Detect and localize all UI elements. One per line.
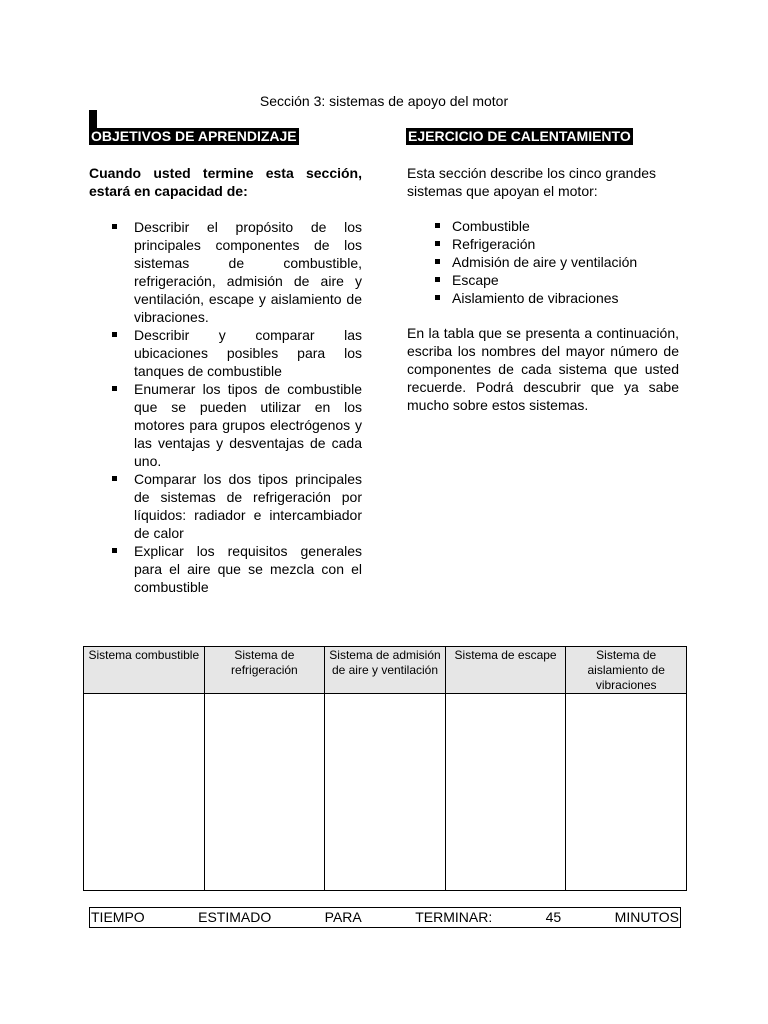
column-header-exhaust-system: Sistema de escape <box>445 647 566 694</box>
margin-marker-bar <box>89 110 97 130</box>
list-item: Aislamiento de vibraciones <box>407 289 679 307</box>
list-item: Describir y comparar las ubicaciones posibles para los tanques de combustible <box>89 326 362 380</box>
estimated-time-box <box>89 907 681 928</box>
list-item: Escape <box>407 271 679 289</box>
warm-up-intro: Esta sección describe los cinco grandes sistemas que apoyan el motor: <box>407 165 657 199</box>
footer-word: TIEMPO <box>91 909 145 925</box>
list-item: Combustible <box>407 217 679 235</box>
answer-cell-vibration[interactable] <box>566 694 687 891</box>
footer-word: 45 <box>545 909 562 925</box>
systems-list <box>407 217 679 307</box>
table-header-row <box>84 647 687 694</box>
footer-word: MINUTOS <box>614 909 679 925</box>
list-item: Describir el propósito de los principales componentes de los sistemas de combustible, refrigeración, admisión de aire y ventilación, escape y aislamiento de vibraciones. <box>89 218 362 326</box>
answer-cell-exhaust[interactable] <box>445 694 566 891</box>
warm-up-exercise-heading: EJERCICIO DE CALENTAMIENTO <box>408 128 631 144</box>
table-row <box>84 694 687 891</box>
objectives-intro: Cuando usted termine esta sección, estará en capacidad de: <box>89 165 362 199</box>
list-item: Comparar los dos tipos principales de sistemas de refrigeración por líquidos: radiador e intercambiador de calor <box>89 470 362 542</box>
list-item: Enumerar los tipos de combustible que se pueden utilizar en los motores para grupos electrógenos y las ventajas y desventajas de cada uno. <box>89 380 362 470</box>
footer-word: ESTIMADO <box>198 909 272 925</box>
warm-up-instructions: En la tabla que se presenta a continuación, escriba los nombres del mayor número de componentes de cada sistema que usted recuerde. Podrá descubrir que ya sabe mucho sobre estos sistemas. <box>407 325 679 413</box>
learning-objectives-heading: OBJETIVOS DE APRENDIZAJE <box>91 128 297 144</box>
warm-up-column <box>407 164 679 414</box>
systems-worksheet-table <box>83 646 687 891</box>
answer-cell-air-intake[interactable] <box>325 694 446 891</box>
section-title: Sección 3: sistemas de apoyo del motor <box>259 93 509 109</box>
footer-word: PARA <box>324 909 362 925</box>
learning-objectives-column <box>89 164 362 596</box>
list-item: Refrigeración <box>407 235 679 253</box>
footer-word: TERMINAR: <box>415 909 493 925</box>
column-header-air-intake-system: Sistema de admisión de aire y ventilación <box>325 647 446 694</box>
objectives-list <box>89 218 362 596</box>
answer-cell-fuel[interactable] <box>84 694 205 891</box>
column-header-vibration-isolation-system: Sistema de aislamiento de vibraciones <box>566 647 687 694</box>
answer-cell-cooling[interactable] <box>204 694 325 891</box>
column-header-fuel-system: Sistema combustible <box>84 647 205 694</box>
list-item: Explicar los requisitos generales para el aire que se mezcla con el combustible <box>89 542 362 596</box>
list-item: Admisión de aire y ventilación <box>407 253 679 271</box>
column-header-cooling-system: Sistema de refrigeración <box>204 647 325 694</box>
